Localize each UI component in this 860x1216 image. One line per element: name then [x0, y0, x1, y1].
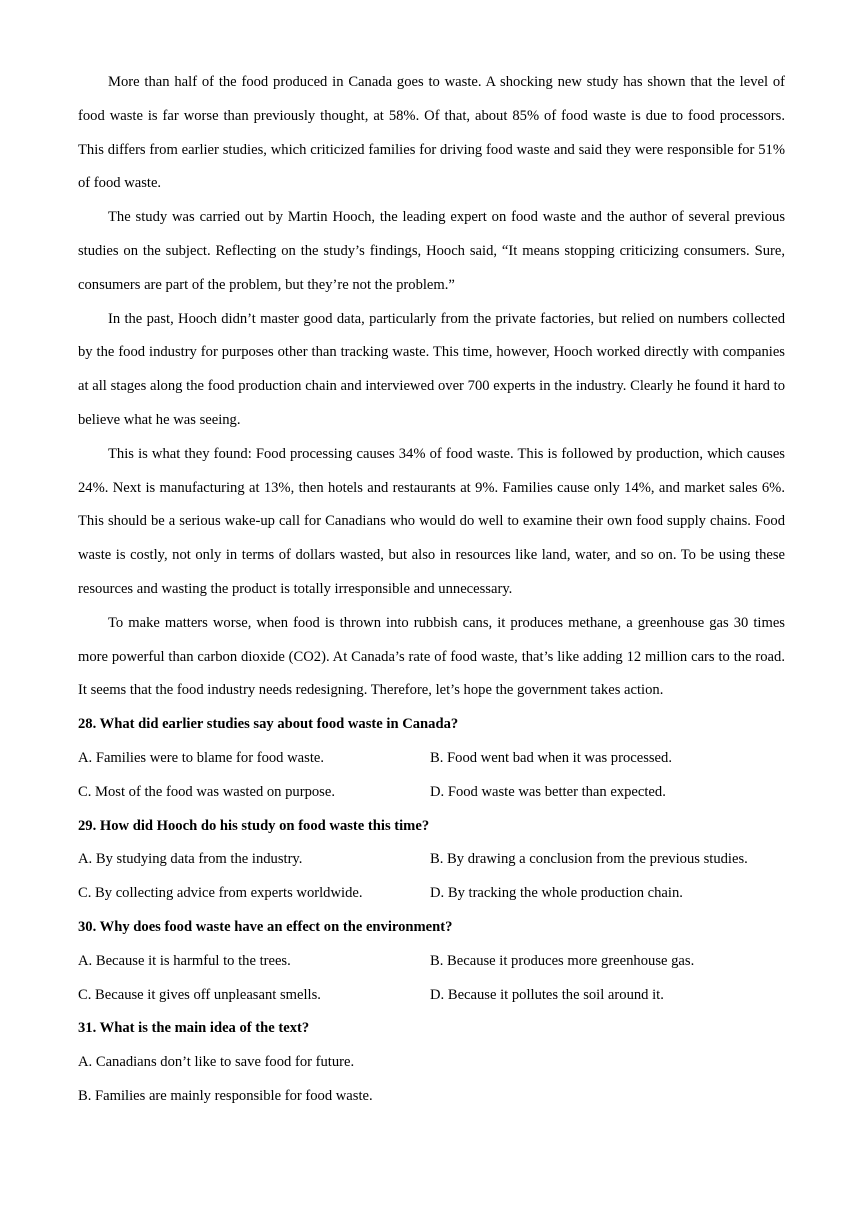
question-29-stem: 29. How did Hooch do his study on food waste this time? — [78, 817, 430, 834]
question-31-stem: 31. What is the main idea of the text? — [78, 1020, 310, 1037]
options-row — [78, 877, 785, 911]
question-30-stem: 30. Why does food waste have an effect on the environment? — [78, 918, 453, 935]
question-28-option-b: B. Food went bad when it was processed. — [430, 749, 672, 766]
question-28-stem: 28. What did earlier studies say about food waste in Canada? — [78, 716, 459, 733]
question-30-option-a: A. Because it is harmful to the trees. — [78, 952, 291, 969]
question-29 — [78, 810, 785, 911]
passage-paragraph-4: This is what they found: Food processing causes 34% of food waste. This is followed by production, which causes 24%. Next is manufacturing at 13%, then hotels and restaurants at 9%. Families cause only 14%, and market sales 6%. This should be a serious wake-up call for Canadians who would do well to examine their own food supply chains. Food waste is costly, not only in terms of dollars wasted, but also in resources like land, water, and so on. To be using these resources and wasting the product is totally irresponsible and unnecessary. — [78, 445, 785, 597]
options-row — [78, 742, 785, 776]
passage-paragraph-1: More than half of the food produced in Canada goes to waste. A shocking new study has shown that the level of food waste is far worse than previously thought, at 58%. Of that, about 85% of food waste is due to food processors. This differs from earlier studies, which criticized families for driving food waste and said they were responsible for 51% of food waste. — [78, 74, 785, 192]
question-31 — [78, 1012, 785, 1113]
options-row — [78, 945, 785, 979]
question-28 — [78, 708, 785, 809]
question-30-option-d: D. Because it pollutes the soil around it. — [430, 986, 664, 1003]
passage-paragraph-3: In the past, Hooch didn’t master good data, particularly from the private factories, but relied on numbers collected by the food industry for purposes other than tracking waste. This time, however, Hooch worked directly with companies at all stages along the food production chain and interviewed over 700 experts in the industry. Clearly he found it hard to believe what he was seeing. — [78, 310, 785, 428]
options-row — [78, 979, 785, 1013]
passage-paragraph-2: The study was carried out by Martin Hooch, the leading expert on food waste and the author of several previous studies on the subject. Reflecting on the study’s findings, Hooch said, “It means stopping criticizing consumers. Sure, consumers are part of the problem, but they’re not the problem.” — [78, 209, 785, 293]
question-29-option-b: B. By drawing a conclusion from the previous studies. — [430, 851, 748, 868]
question-30 — [78, 911, 785, 1012]
options-row — [78, 776, 785, 810]
question-31-option-b: B. Families are mainly responsible for food waste. — [78, 1087, 373, 1104]
question-29-option-d: D. By tracking the whole production chain. — [430, 885, 683, 902]
question-29-option-c: C. By collecting advice from experts worldwide. — [78, 885, 363, 902]
question-28-option-c: C. Most of the food was wasted on purpose. — [78, 783, 335, 800]
question-28-option-d: D. Food waste was better than expected. — [430, 783, 666, 800]
question-30-option-c: C. Because it gives off unpleasant smells. — [78, 986, 321, 1003]
question-30-option-b: B. Because it produces more greenhouse gas. — [430, 952, 695, 969]
question-31-option-a: A. Canadians don’t like to save food for future. — [78, 1054, 355, 1071]
passage-paragraph-5: To make matters worse, when food is thrown into rubbish cans, it produces methane, a greenhouse gas 30 times more powerful than carbon dioxide (CO2). At Canada’s rate of food waste, that’s like adding 12 million cars to the road. It seems that the food industry needs redesigning. Therefore, let’s hope the government takes action. — [78, 614, 785, 699]
question-29-option-a: A. By studying data from the industry. — [78, 851, 303, 868]
document-page — [78, 66, 785, 1114]
question-28-option-a: A. Families were to blame for food waste. — [78, 749, 324, 766]
options-row — [78, 843, 785, 877]
